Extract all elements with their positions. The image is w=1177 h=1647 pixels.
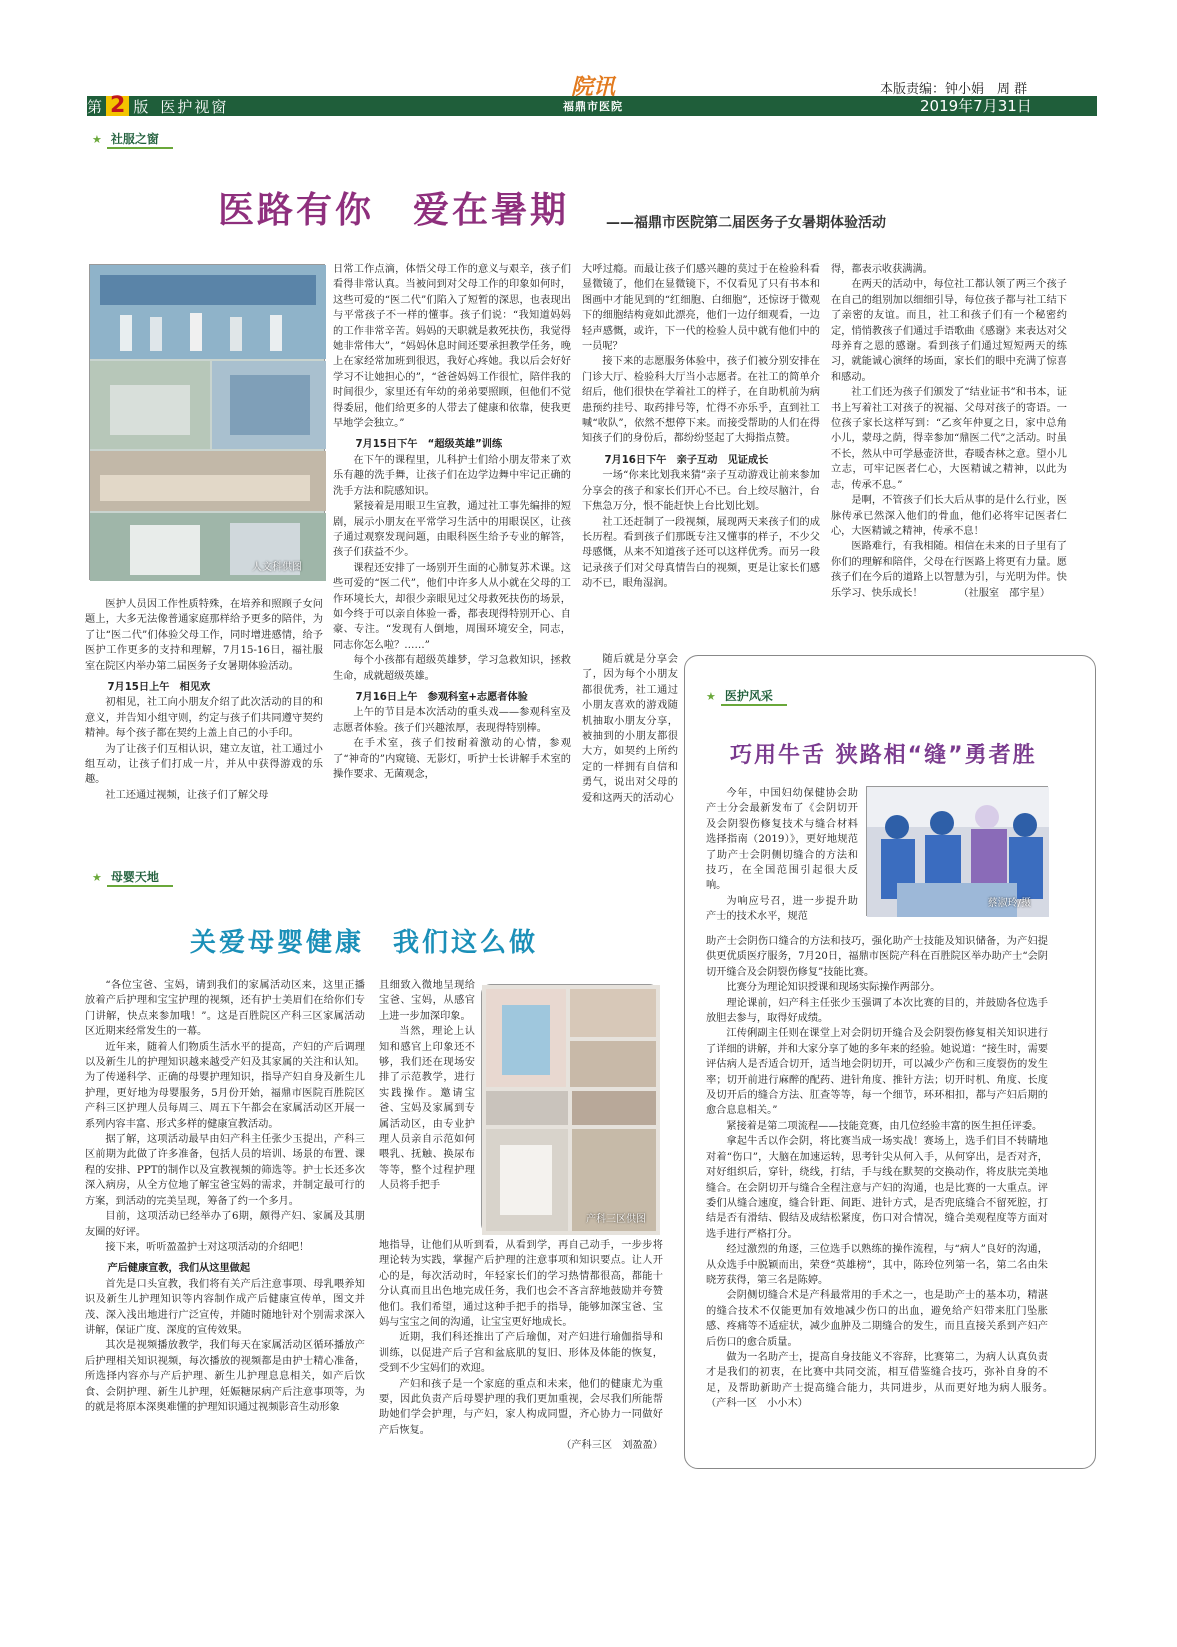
logo-subtitle: 福鼎市医院 [563,100,623,113]
photo-caption: 蔡淑玲/摄 [987,898,1031,909]
page-prefix: 第 [87,98,103,116]
paragraph: 社工还赶制了一段视频，展现两天来孩子们的成长历程。看到孩子们那既专注又懂事的样子，不少父母感慨，从来不知道孩子还可以这样优秀。而另一段记录孩子们对父母真情告白的视频，更是让家长们感动不已，眼角湿润。 [582,516,820,590]
paragraph: 接下来，听听盈盈护士对这项活动的介绍吧！ [105,1241,310,1253]
paragraph: 医护人员因工作性质特殊，在培养和照顾子女问题上，大多无法像普通家庭那样给予更多的陪伴，为了让“医二代”们体验父母工作，同时增进感情，给予医护工作更多的支持和理解，7月15-16日，福社服室在院区内举办第二届医务子女暑期体验活动。 [85,599,323,672]
article1-column-3 [582,262,820,652]
article1-subtitle: ——福鼎市医院第二届医务子女暑期体验活动 [606,215,886,231]
paragraph: 当然，理论上认知和感官上印象还不够，我们还在现场安排了示范教学，进行实践操作。邀请宝爸、宝妈及家属到专属活动区，由专业护理人员亲自示范如何喂乳、抚触、换尿布等等，整个过程护理人员将手把手 [379,1026,475,1192]
article1-photo-collage [89,264,325,580]
article2-column-2a [379,978,475,1238]
subheading: 7月16日上午 参观科室+志愿者体验 [355,691,528,703]
subheading: 7月15日下午 “超级英雄”训练 [355,439,503,451]
article2-title: 关爱母婴健康 我们这么做 [190,928,539,958]
paragraph: “各位宝爸、宝妈，请到我们的家属活动区来，这里正播放着产后护理和宝宝护理的视频，还有护士美眉们在给你们专门讲解，快点来参加哦！”。这是百胜院区产科三区家属活动区近期来经常发生的一幕。 [85,980,365,1038]
article3-photo [866,786,1048,916]
article2-photo-collage [481,984,659,1234]
column-name: 医护视窗 [160,98,229,116]
paragraph: 理论课前，妇产科主任张少玉强调了本次比赛的目的，并鼓励各位选手放胆去参与，取得好成绩。 [706,997,1048,1025]
subheading: 产后健康宣教，我们从这里做起 [107,1262,251,1275]
paragraph: 会阴侧切缝合术是产科最常用的手术之一，也是助产士的基本功，精湛的缝合技术不仅能更加有效地减少伤口的出血，避免给产妇带来肛门坠胀感、疼痛等不适症状，减少血肿及二期缝合的发生，而且直接关系到产妇产后伤口的愈合质量。 [706,1290,1048,1348]
paragraph: 大呼过瘾。而最让孩子们感兴趣的莫过于在检验科看显微镜了，他们在显微镜下，不仅看见了只有书本和图画中才能见到的“红细胞、白细胞”，还惊讶于微观下的细胞结构竟如此漂亮，他们一边仔细观看，一边轻声感慨，或许，下一代的检验人员中就有他们中的一员呢？ [582,264,820,353]
paragraph: 初相见，社工向小朋友介绍了此次活动的目的和意义，并告知小组守则，约定与孩子们共同遵守契约精神。每个孩子都在契约上盖上自己的小手印。 [85,697,323,740]
paragraph: 上午的节目是本次活动的重头戏——参观科室及志愿者体验。孩子们兴趣浓厚，表现得特别棒。 [333,707,571,734]
paragraph: 在两天的活动中，每位社工都认领了两三个孩子在自己的组别加以细细引导，每位孩子都与社工结下了亲密的友谊。而且，社工和孩子们有一个秘密约定，悄悄教孩子们通过手语歌曲《感谢》来表达对父母养育之恩的感谢。看到孩子们通过短短两天的练习，就能诚心演绎的场面，家长们的眼中充满了惊喜和感动。 [831,279,1067,383]
article2-column-2b [379,1238,663,1470]
paragraph: 地指导，让他们从听到看，从看到学，再自己动手，一步步将理论转为实践，掌握产后护理的注意事项和知识要点。让人开心的是，每次活动时，年轻家长们的学习热情都很高，都能十分认真而且出色地完成任务，我们也会不吝言辞地鼓励并夸赞他们。我们希望，通过这种手把手的指导，能够加深宝爸、宝妈与宝宝之间的沟通，让宝宝更好地成长。 [379,1240,663,1329]
paragraph: 首先是口头宣教，我们将有关产后注意事项、母乳喂养知识及新生儿护理知识等内容制作成产后健康宣传单，图文并茂、深入浅出地进行广泛宣传，并随时随地针对个别需求深入讲解，保证广度、深度的宣传效果。 [85,1278,365,1336]
article3-intro [706,786,858,936]
article1-column-1 [85,597,323,842]
page-number-banner [87,93,229,118]
section-label: 母婴天地 [107,868,173,887]
subheading: 7月16日下午 亲子互动 见证成长 [604,454,769,466]
photo-collage-graphic [482,985,660,1235]
paragraph: 一场“你来比划我来猜”亲子互动游戏让前来参加分享会的孩子和家长们开心不已。台上绞尽脑汁，台下焦急万分，恨不能赶快上台比划比划。 [582,470,820,513]
section-tag-maternal [92,868,173,887]
paragraph: 近期，我们科还推出了产后瑜伽，对产妇进行瑜伽指导和训练，以促进产后子宫和盆底肌的复旧、形体及体能的恢复，受到不少宝妈们的欢迎。 [379,1332,663,1375]
paragraph: 是啊，不管孩子们长大后从事的是什么行业，医脉传承已然深入他们的骨血，他们必将牢记医者仁心，大医精诚之精神，传承不息！ [831,495,1067,537]
page-number: 2 [106,96,129,116]
paragraph: 其次是视频播放教学，我们每天在家属活动区循环播放产后护理相关知识视频，每次播放的视频都是由护士精心准备，所选择内容亦与产后护理、新生儿护理息息相关，如产后饮食、会阴护理、新生儿护理，妊娠糖尿病产后注意事项等，为的就是将原本深奥难懂的护理知识通过视频影音生动形象 [85,1340,365,1413]
section-label: 社服之窗 [107,130,173,149]
subheading: 7月15日上午 相见欢 [107,682,211,694]
paragraph: 接下来的志愿服务体验中，孩子们被分别安排在门诊大厅、检验科大厅当小志愿者。在社工的简单介绍后，他们很快在学着社工的样子，在自助机前为病患预约挂号、取药排号等，忙得不亦乐乎，直到社工喊“收队”，依然不想停下来。而接受帮助的人们在得知孩子们的身份后，都纷纷竖起了大拇指点赞。 [582,356,820,445]
paragraph: 助产士会阴伤口缝合的方法和技巧，强化助产士技能及知识储备，为产妇提供更优质医疗服务，7月20日，福鼎市医院产科在百胜院区举办助产士“会阴切开缝合及会阴裂伤修复”技能比赛。 [706,936,1048,978]
paragraph: 为了让孩子们互相认识，建立友谊，社工通过小组互动，让孩子们打成一片，并从中获得游戏的乐趣。 [85,743,323,786]
paragraph: 在手术室，孩子们按耐着激动的心情，参观了“神奇的”内窥镜、无影灯，听护士长讲解手术室的操作要求、无菌观念， [333,738,571,780]
paragraph: 目前，这项活动已经举办了6期，颇得产妇、家属及其朋友圈的好评。 [85,1211,365,1238]
paragraph: 课程还安排了一场别开生面的心肺复苏术课。这些可爱的“医二代”，他们中许多人从小就在父母的工作环境长大，却很少亲眼见过父母救死扶伤的场景，如今终于可以亲自体验一番，都表现得特别开心、自豪、专注。“发现有人倒地，周围环境安全，同志，同志你怎么啦？……” [333,562,571,651]
photo-collage-graphic [90,265,326,581]
paragraph: 每个小孩都有超级英雄梦，学习急救知识，拯救生命，成就超级英雄。 [333,655,571,682]
section-tag-social [92,130,173,149]
issue-date: 2019年7月31日 [920,97,1032,115]
paragraph: 随后就是分享会了，因为每个小朋友都很优秀，社工通过小朋友喜欢的游戏随机抽取小朋友分享，被抽到的小朋友都很大方，如契约上所约定的一样拥有自信和勇气，说出对父母的爱和这两天的活动心 [582,654,678,804]
article3-body [706,934,1069,1459]
paragraph: 据了解，这项活动最早由妇产科主任张少玉提出，产科三区前期为此做了许多准备，包括人员的培训、场景的布置、课程的安排、PPT的制作以及宣教视频的筛选等。护士长还多次深入病房，从全方位地了解宝爸宝妈的需求，并制定最可行的方案，到活动的完美呈现，筹备了约一个多月。 [85,1134,365,1207]
paragraph: 得，都表示收获满满。 [831,264,933,275]
paragraph: 医路难行，有我相随。相信在未来的日子里有了你们的理解和陪伴，父母在行医路上将更有力量。愿孩子们在今后的道路上以智慧为引，与光明为伴。快乐学习、快乐成长！ （社服室 邵宇星） [831,541,1067,599]
section-label: 医护风采 [721,687,787,706]
section-tag-nursing [706,687,787,706]
paragraph: 社工还通过视频，让孩子们了解父母 [105,789,269,801]
paragraph: 今年，中国妇幼保健协会助产士分会最新发布了《会阴切开及会阴裂伤修复技术与缝合材料选择指南（2019）》，更好地规范了助产士会阴侧切缝合的方法和技巧，在全国范围引起很大反响。 [706,788,858,892]
paragraph: 拿起牛舌以作会阴，将比赛当成一场实战！赛场上，选手们目不转睛地对着“伤口”，大脑在加速运转，思考针尖从何入手，从何穿出，是否对齐，对好组织后，穿针，绕线，打结，手与线在默契的交换动作，将皮肤完美地缝合。在会阴切开与缝合全程注意与产妇的沟通，也是比赛的一大重点。评委们从缝合速度，缝合针距、间距、进针方式，是否兜底缝合不留死腔，打结是否有滑结、假结及成结松紧度，伤口对合情况，缝合美观程度等方面对选手进行严格打分。 [706,1136,1048,1240]
newspaper-logo [548,76,638,116]
article1-column-3-tail [582,652,678,842]
article1-column-2 [333,262,571,842]
paragraph: 做为一名助产士，提高自身技能义不容辞，比赛第二，为病人认真负责才是我们的初衷，在比赛中共同交流，相互借鉴缝合技巧，弥补自身的不足，及帮助新助产士提高缝合能力，共同进步，从而更好地为病人服务。 （产科一区 小小木） [706,1351,1069,1410]
paragraph: 为响应号召，进一步提升助产士的技术水平，规范 [706,895,858,923]
article1-column-4 [831,262,1067,642]
paragraph: 紧接着是用眼卫生宣教，通过社工事先编排的短剧，展示小朋友在平常学习生活中的用眼误区，让孩子通过观察发现问题，由眼科医生给予专业的解答，孩子们获益不少。 [333,501,571,559]
paragraph: 经过激烈的角逐，三位选手以熟练的操作流程，与“病人”良好的沟通，从众选手中脱颖而出，荣登“英雄榜”，其中，陈玲位列第一名，第二名由朱晓芳获得，第三名是陈婷。 [706,1244,1048,1286]
paragraph: 在下午的课程里，儿科护士们给小朋友带来了欢乐有趣的洗手舞，让孩子们在边学边舞中牢记正确的洗手方法和院感知识。 [333,454,571,497]
paragraph: 比赛分为理论知识授课和现场实际操作两部分。 [726,982,941,994]
page-suffix: 版 [133,98,149,116]
byline: （产科三区 刘盈盈） [561,1440,663,1452]
photo-caption: 人文科供图 [252,562,302,573]
article2-column-1 [85,978,365,1470]
paragraph: 产妇和孩子是一个家庭的重点和未来，他们的健康尤为重要，因此负责产后母婴护理的我们更加重视，会尽我们所能帮助她们学会护理，与产妇，家人构成同盟，齐心协力一同做好产后恢复。 [379,1378,663,1436]
article3-title: 巧用牛舌 狭路相“缝”勇者胜 [730,743,1037,768]
star-icon: ★ [92,133,102,146]
logo-title: 院讯 [570,74,615,100]
editors-line: 本版责编：钟小娟 周 群 [880,82,1028,97]
star-icon: ★ [92,871,102,884]
paragraph: 且细致入微地呈现给宝爸、宝妈，从感官上进一步加深印象。 [379,980,475,1022]
paragraph: 社工们还为孩子们颁发了“结业证书”和书本，证书上写着社工对孩子的祝福、父母对孩子的寄语。一位孩子家长这样写到：“乙亥年仲夏之日，家中总角小儿，蒙母之荫，得幸参加“鼎医二代”之活动。时虽不长，然从中可学悬壶济世，春暖杏林之意。望小儿立志，可牢记医者仁心，大医精诚之精神，以此为志，传承不息。” [831,387,1067,491]
article1-title: 医路有你 爱在暑期 [218,190,570,231]
paragraph: 紧接着是第二项流程——技能竞赛，由几位经验丰富的医生担任评委。 [726,1120,1043,1132]
paragraph: 日常工作点滴，体悟父母工作的意义与艰辛，孩子们看得非常认真。当被问到对父母工作的印象如何时，这些可爱的“医二代”们陷入了短暂的深思，也表现出与平常孩子不一样的懂事。孩子们说：“我知道妈妈的工作非常辛苦。妈妈的天职就是救死扶伤，我觉得她非常伟大”，“妈妈休息时间还要承担教学任务，晚上在家经常加班到很迟，我好心疼她。我以后会好好学习不让她担心的”，“爸爸妈妈工作很忙，陪伴我的时间很少，家里还有年幼的弟弟要照顾，但他们不觉得委屈，他们给更多的人带去了健康和依靠，使我更早地学会独立。” [333,264,571,430]
paragraph: 江传俐副主任则在课堂上对会阴切开缝合及会阴裂伤修复相关知识进行了详细的讲解，并和大家分享了她的多年来的经验。她说道：“接生时，需要评估病人是否适合切开，适当地会阴切开，可以减少产伤和三度裂伤的发生率；切开前进行麻醉的配药、进针角度、推针方法；切开时机、角度、长度及切开后的缝合方法、肛查等等，每一个细节，环环相扣，都与产妇后期的愈合息息相关。” [706,1028,1048,1117]
paragraph: 近年来，随着人们物质生活水平的提高，产妇的产后调理以及新生儿的护理知识越来越受产妇及其家属的关注和认知。为了传递科学、正确的母婴护理知识，指导产妇自身及新生儿护理，更好地为母婴服务，5月份开始，福鼎市医院百胜院区产科三区护理人员每周三、周五下午都会在家属活动区开展一系列内容丰富、形式多样的健康宣教活动。 [85,1041,365,1130]
star-icon: ★ [706,690,716,703]
photo-caption: 产科三区供图 [586,1214,646,1225]
